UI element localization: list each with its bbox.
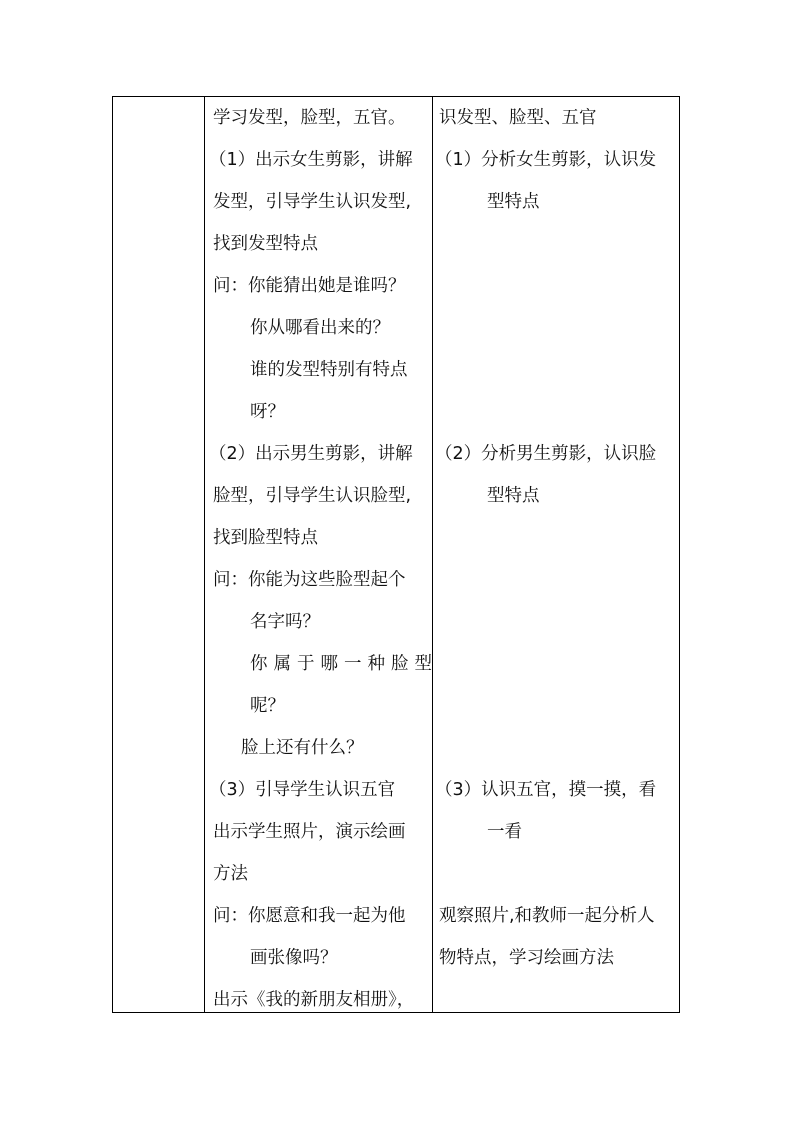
student-line: 一看 — [487, 822, 522, 842]
teacher-line: 你从哪看出来的？ — [250, 318, 390, 338]
teacher-line: 问：你愿意和我一起为他 — [213, 906, 406, 926]
teacher-line: 呢？ — [250, 696, 285, 716]
teacher-line: 脸上还有什么？ — [241, 738, 364, 758]
teacher-line: 找到脸型特点 — [213, 528, 318, 548]
student-line: 型特点 — [487, 486, 540, 506]
teacher-line: 出示学生照片，演示绘画 — [213, 822, 406, 842]
teacher-line: 发型，引导学生认识发型, — [213, 192, 412, 212]
student-line: （2）分析男生剪影，认识脸 — [435, 444, 657, 464]
student-line: 型特点 — [487, 192, 540, 212]
student-line: 物特点，学习绘画方法 — [439, 948, 614, 968]
teacher-line: 问：你能为这些脸型起个 — [213, 570, 406, 590]
student-line: （1）分析女生剪影，认识发 — [435, 150, 657, 170]
teacher-line: 谁的发型特别有特点 — [250, 360, 408, 380]
lesson-table — [112, 96, 680, 1013]
teacher-line: 你属于哪一种脸型 — [250, 654, 438, 674]
column-divider-2 — [432, 97, 433, 1012]
column-divider-1 — [204, 97, 205, 1012]
teacher-line: （1）出示女生剪影，讲解 — [209, 150, 413, 170]
teacher-line: 学习发型，脸型，五官。 — [213, 108, 406, 128]
student-line: 观察照片,和教师一起分析人 — [439, 906, 655, 926]
teacher-line: 名字吗？ — [250, 612, 320, 632]
teacher-line: 画张像吗？ — [250, 948, 338, 968]
teacher-line: 问：你能猜出她是谁吗？ — [213, 276, 406, 296]
teacher-line: 出示《我的新朋友相册》， — [213, 990, 415, 1010]
student-line: （3）认识五官，摸一摸，看 — [435, 780, 657, 800]
teacher-line: 方法 — [213, 864, 248, 884]
teacher-line: 找到发型特点 — [213, 234, 318, 254]
student-line: 识发型、脸型、五官 — [439, 108, 597, 128]
teacher-line: 呀？ — [250, 402, 285, 422]
teacher-line: 脸型，引导学生认识脸型, — [213, 486, 412, 506]
teacher-line: （2）出示男生剪影，讲解 — [209, 444, 413, 464]
teacher-line: （3）引导学生认识五官 — [209, 780, 396, 800]
